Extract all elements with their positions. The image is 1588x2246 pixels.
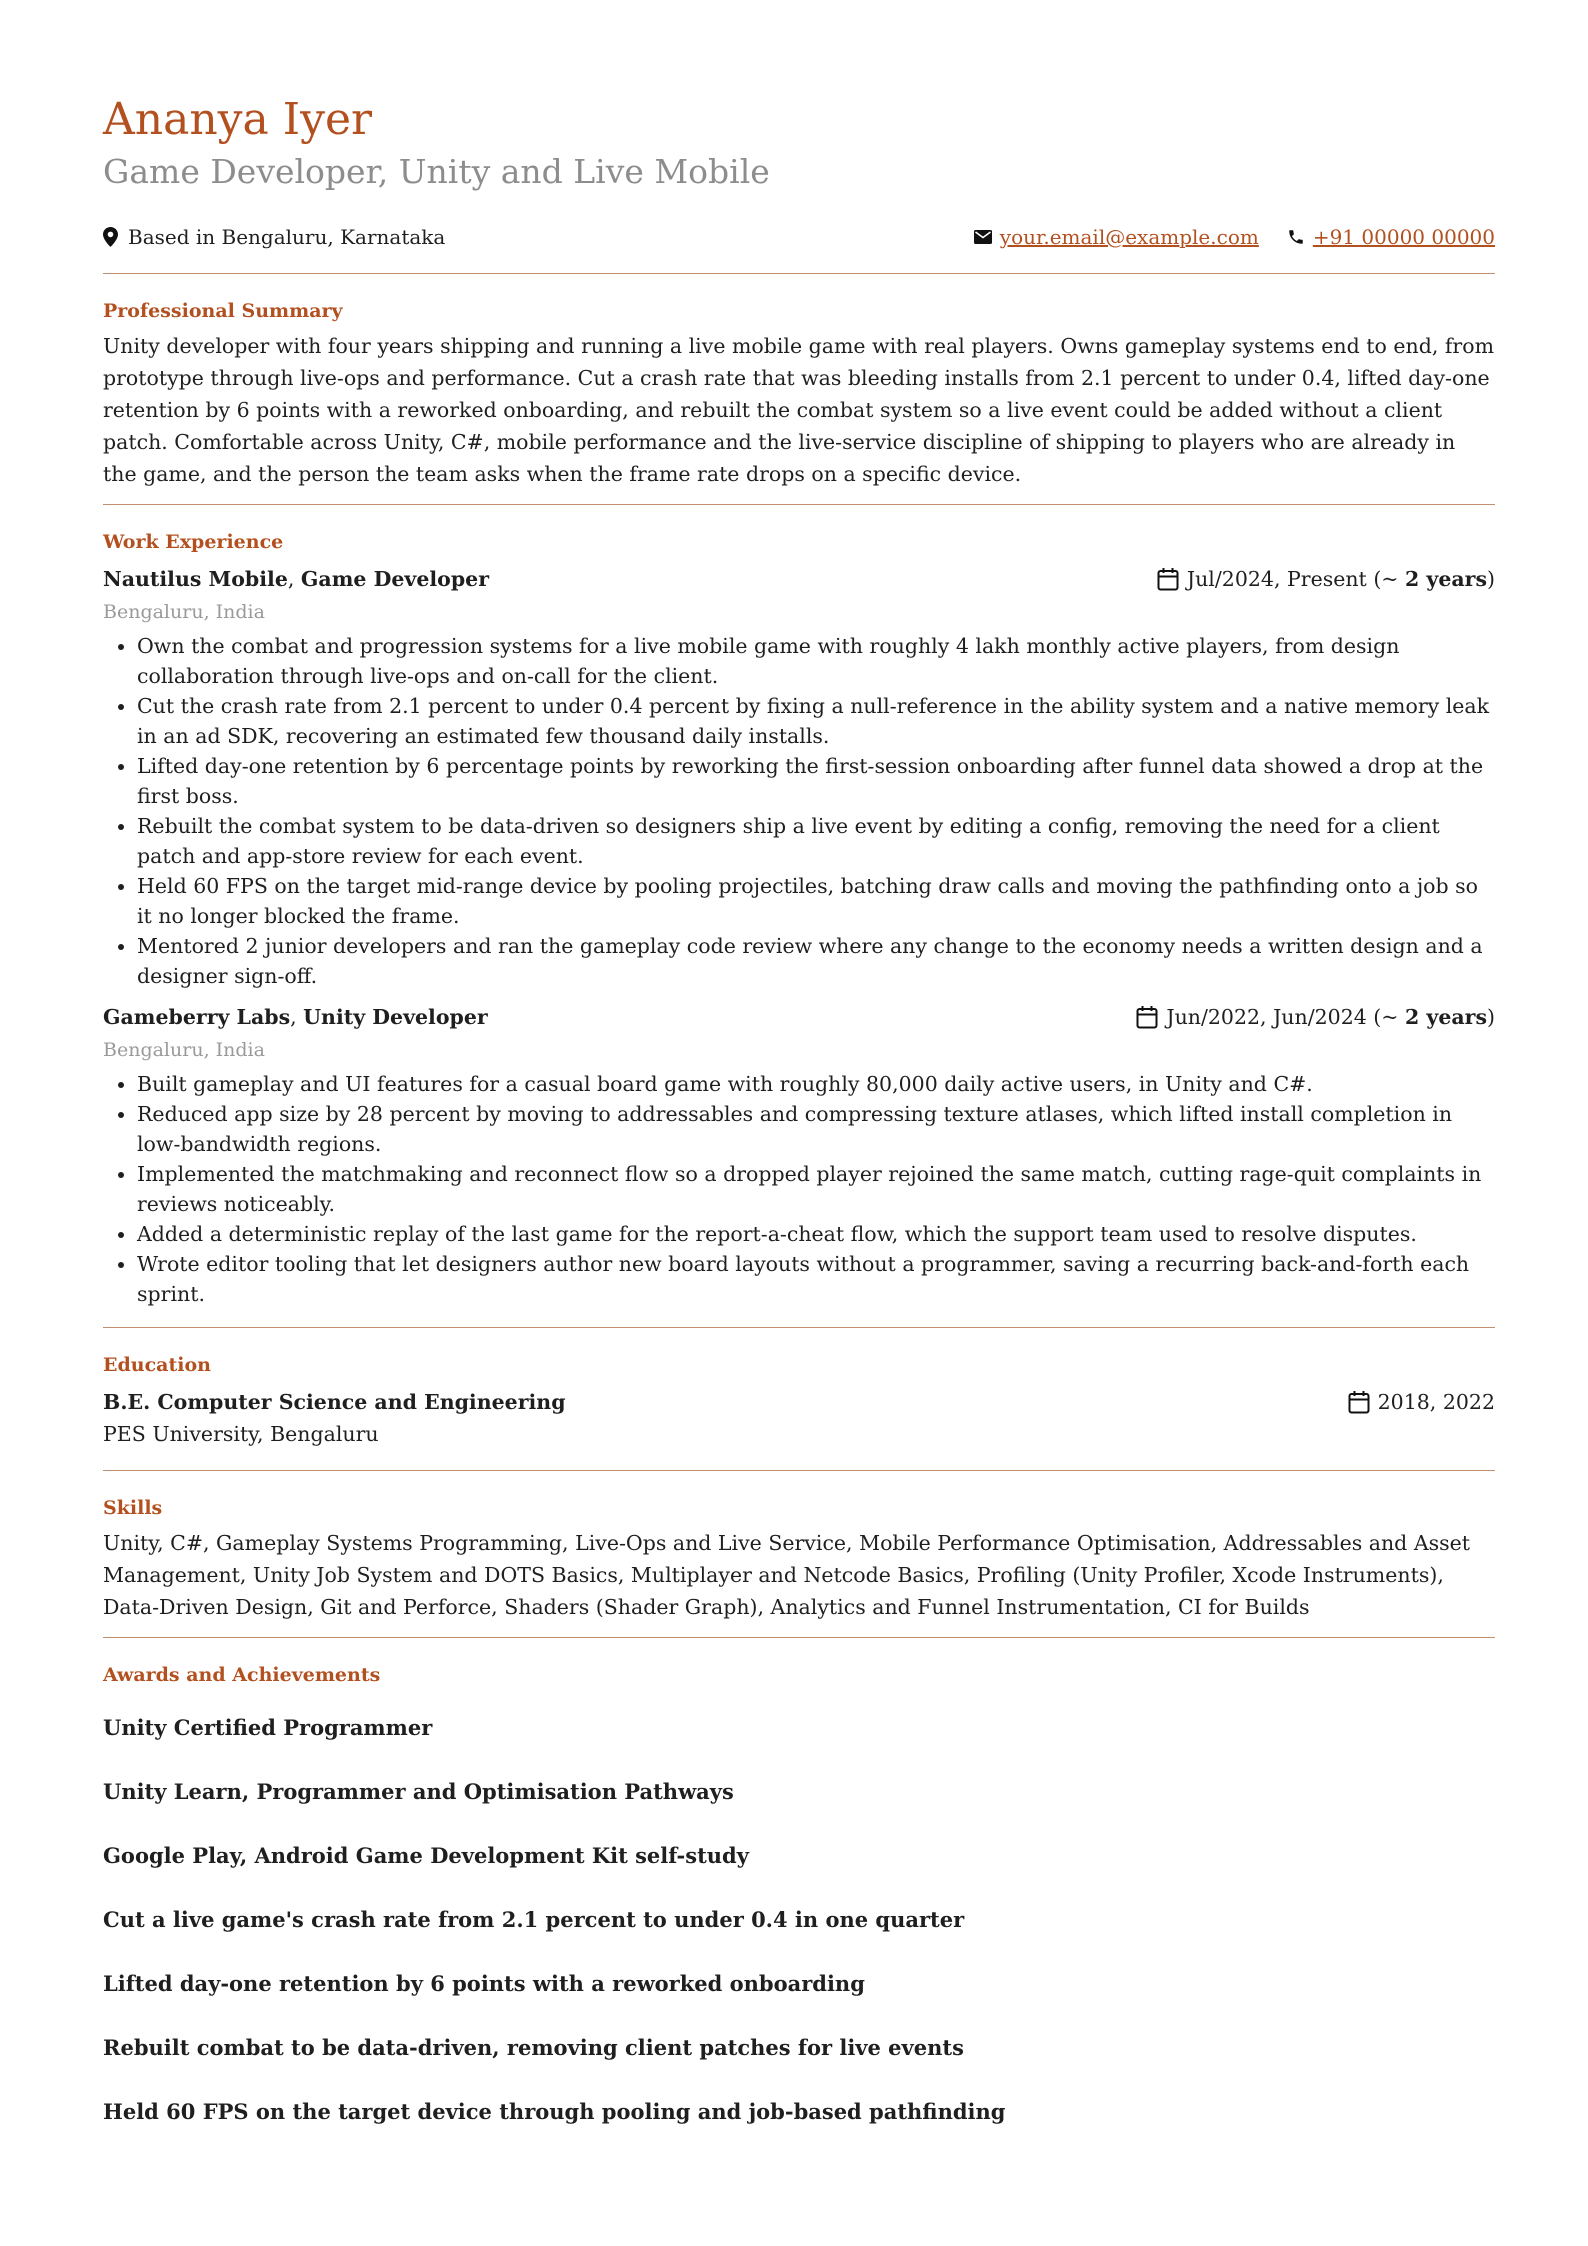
calendar-icon: [1157, 567, 1179, 591]
candidate-title: Game Developer, Unity and Live Mobile: [103, 151, 770, 191]
job-company: Gameberry Labs: [103, 1005, 291, 1030]
job-date-range: Jul/2024, Present (~: [1186, 567, 1406, 592]
education-institution: PES University, Bengaluru: [103, 1422, 379, 1447]
job-duration: 2 years: [1405, 1005, 1487, 1030]
calendar-icon: [1348, 1390, 1370, 1414]
summary-heading: Professional Summary: [103, 300, 343, 323]
list-item: • Implemented the matchmaking and reconnect flow so a dropped player rejoined the same match, cutting rage-quit complaints in reviews noticeably.: [137, 1159, 1495, 1219]
job-role: Unity Developer: [303, 1005, 488, 1030]
job-date-range: Jun/2022, Jun/2024 (~: [1166, 1005, 1406, 1030]
location-text: Based in Bengaluru, Karnataka: [128, 225, 446, 250]
award-item: Unity Certified Programmer: [103, 1715, 433, 1741]
education-header: [103, 1390, 1495, 1414]
experience-heading: Work Experience: [103, 531, 284, 554]
email-link[interactable]: your.email@example.com: [999, 225, 1259, 250]
education-dates: 2018, 2022: [1377, 1390, 1495, 1415]
job-bullets: [103, 631, 1495, 991]
job-dates: Jun/2022, Jun/2024 (~ 2 years): [1136, 1005, 1495, 1029]
job-header: [103, 567, 1495, 591]
job-company: Nautilus Mobile: [103, 567, 288, 592]
award-item: Rebuilt combat to be data-driven, removing client patches for live events: [103, 2035, 964, 2061]
job-location: Bengaluru, India: [103, 1039, 265, 1062]
divider: [103, 504, 1495, 505]
location-pin-icon: [103, 227, 118, 247]
divider: [103, 273, 1495, 274]
list-item: • Held 60 FPS on the target mid-range device by pooling projectiles, batching draw calls and moving the pathfinding onto a job so it no longer blocked the frame.: [137, 871, 1495, 931]
award-item: Google Play, Android Game Development Kit self-study: [103, 1843, 749, 1869]
job-entry: [103, 1005, 1495, 1309]
envelope-icon: [974, 230, 992, 244]
list-item: • Wrote editor tooling that let designers author new board layouts without a programmer, saving a recurring back-and-forth each sprint.: [137, 1249, 1495, 1309]
list-item: • Built gameplay and UI features for a casual board game with roughly 80,000 daily active users, in Unity and C#.: [137, 1069, 1495, 1099]
phone-icon: [1287, 228, 1305, 246]
education-heading: Education: [103, 1354, 211, 1377]
job-duration: 2 years: [1405, 567, 1487, 592]
calendar-icon: [1136, 1005, 1158, 1029]
award-item: Held 60 FPS on the target device through pooling and job-based pathfinding: [103, 2099, 1006, 2125]
summary-text: Unity developer with four years shipping and running a live mobile game with real players. Owns gameplay systems end to end, from prototype through live-ops and performance. Cut a crash rate that was bleeding installs from 2.1 percent to under 0.4, lifted day-one retention by 6 points with a reworked onboarding, and rebuilt the combat system so a live event could be added without a client patch. Comfortable across Unity, C#, mobile performance and the live-service discipline of shipping to players who are already in the game, and the person the team asks when the frame rate drops on a specific device.: [103, 334, 1495, 487]
education-dates-block: [1348, 1390, 1495, 1414]
list-item: • Cut the crash rate from 2.1 percent to under 0.4 percent by fixing a null-reference in the ability system and a native memory leak in an ad SDK, recovering an estimated few thousand daily installs.: [137, 691, 1495, 751]
job-role: Game Developer: [300, 567, 489, 592]
contact-bar: [103, 225, 1495, 249]
award-item: Unity Learn, Programmer and Optimisation Pathways: [103, 1779, 734, 1805]
list-item: • Own the combat and progression systems for a live mobile game with roughly 4 lakh monthly active players, from design collaboration through live-ops and on-call for the client.: [137, 631, 1495, 691]
contact-links: [956, 225, 1495, 249]
list-item: • Added a deterministic replay of the last game for the report-a-cheat flow, which the support team used to resolve disputes.: [137, 1219, 1495, 1249]
job-title-line: Nautilus Mobile, Game Developer: [103, 567, 489, 592]
skills-text: Unity, C#, Gameplay Systems Programming, Live-Ops and Live Service, Mobile Performance Optimisation, Addressables and Asset Management, Unity Job System and DOTS Basics, Multiplayer and Netcode Basics, Profiling (Unity Profiler, Xcode Instruments), Data-Driven Design, Git and Perforce, Shaders (Shader Graph), Analytics and Funnel Instrumentation, CI for Builds: [103, 1531, 1471, 1620]
list-item: • Reduced app size by 28 percent by moving to addressables and compressing texture atlases, which lifted install completion in low-bandwidth regions.: [137, 1099, 1495, 1159]
phone-link[interactable]: +91 00000 00000: [1312, 225, 1495, 250]
job-header: [103, 1005, 1495, 1029]
resume-page: [103, 95, 1495, 2144]
divider: [103, 1470, 1495, 1471]
list-item: • Mentored 2 junior developers and ran the gameplay code review where any change to the economy needs a written design and a designer sign-off.: [137, 931, 1495, 991]
divider: [103, 1637, 1495, 1638]
skills-heading: Skills: [103, 1497, 163, 1520]
email-block: [974, 225, 1259, 249]
job-bullets: [103, 1069, 1495, 1309]
education-degree: B.E. Computer Science and Engineering: [103, 1390, 566, 1415]
job-dates: Jul/2024, Present (~ 2 years): [1157, 567, 1495, 591]
phone-block: [1287, 225, 1495, 249]
list-item: • Lifted day-one retention by 6 percentage points by reworking the first-session onboarding after funnel data showed a drop at the first boss.: [137, 751, 1495, 811]
job-title-line: Gameberry Labs, Unity Developer: [103, 1005, 488, 1030]
divider: [103, 1327, 1495, 1328]
awards-heading: Awards and Achievements: [103, 1664, 381, 1687]
list-item: • Rebuilt the combat system to be data-driven so designers ship a live event by editing a config, removing the need for a client patch and app-store review for each event.: [137, 811, 1495, 871]
location-block: [103, 225, 445, 249]
award-item: Cut a live game's crash rate from 2.1 percent to under 0.4 in one quarter: [103, 1907, 965, 1933]
candidate-name: Ananya Iyer: [103, 94, 373, 145]
job-location: Bengaluru, India: [103, 601, 265, 624]
award-item: Lifted day-one retention by 6 points with a reworked onboarding: [103, 1971, 865, 1997]
awards-list: [103, 1696, 1495, 2144]
job-entry: [103, 567, 1495, 991]
